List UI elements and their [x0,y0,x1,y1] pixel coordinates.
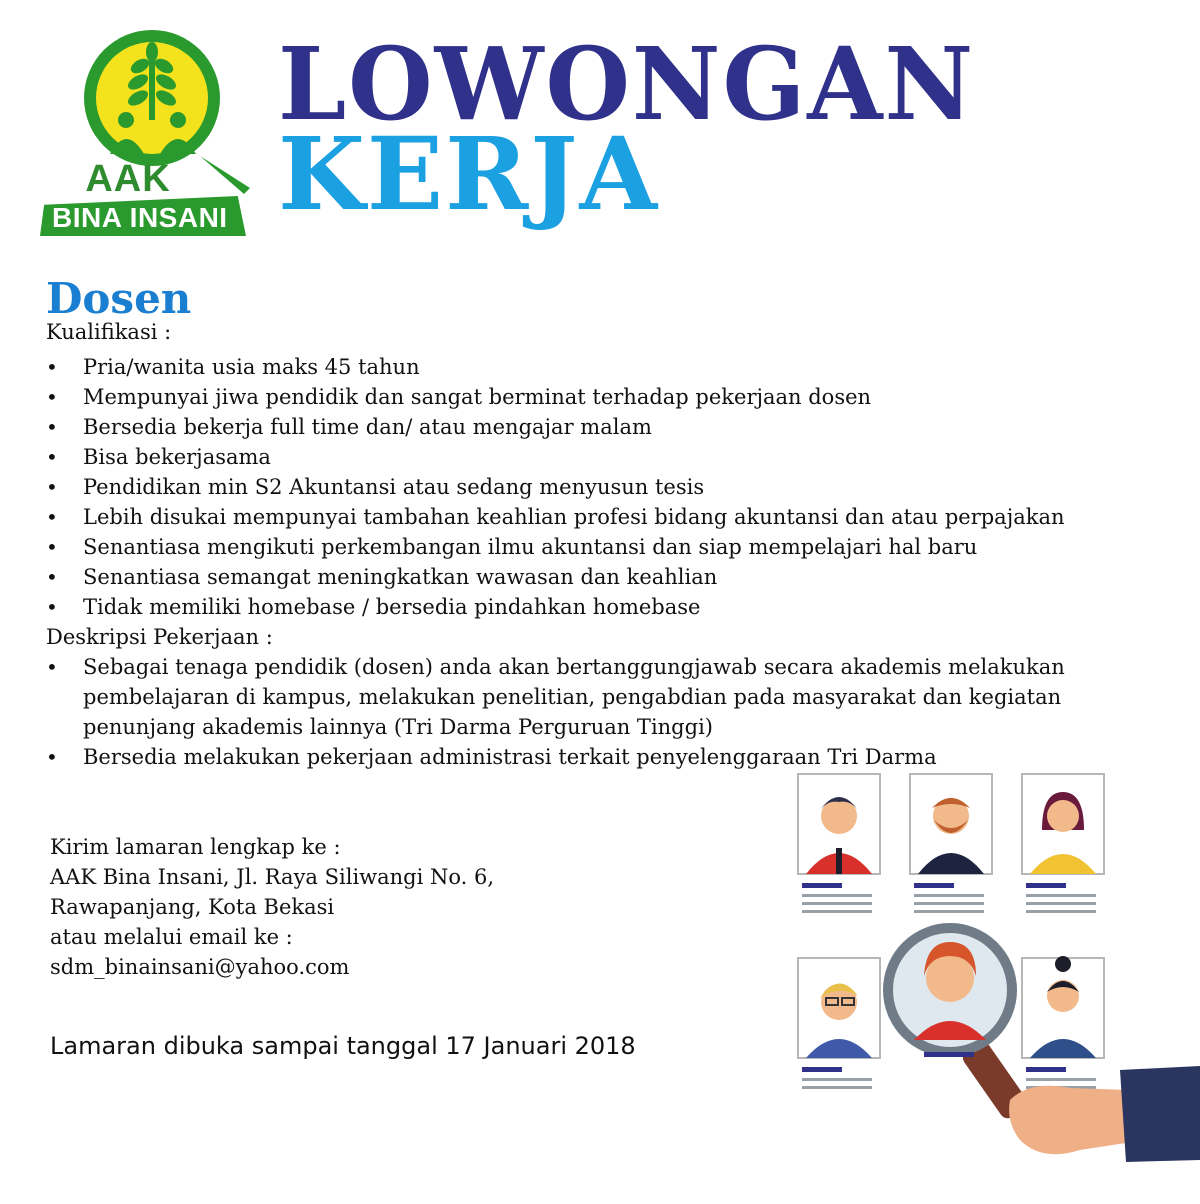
qualification-item: • Lebih disukai mempunyai tambahan keahlian profesi bidang akuntansi dan atau perpajakan [46,502,1166,532]
title-lowongan: LOWONGAN [278,25,976,143]
aak-bina-insani-logo [40,28,260,243]
qualification-item: • Senantiasa mengikuti perkembangan ilmu akuntansi dan siap mempelajari hal baru [46,532,1166,562]
contact-block [50,832,494,982]
deadline-text: Lamaran dibuka sampai tanggal 17 Januari 2018 [50,1032,636,1060]
job-description-list [46,652,1146,772]
contact-email: sdm_binainsani@yahoo.com [50,955,350,979]
job-description-item: • Bersedia melakukan pekerjaan administrasi terkait penyelenggaraan Tri Darma [46,742,1146,772]
candidate-card-icon [1022,774,1104,913]
candidate-card-icon [798,958,880,1089]
qualification-item: • Mempunyai jiwa pendidik dan sangat berminat terhadap pekerjaan dosen [46,382,1166,412]
job-description-label: Deskripsi Pekerjaan : [46,625,273,649]
position-title: Dosen [46,274,192,323]
candidate-search-illustration [780,770,1200,1200]
contact-line: atau melalui email ke : [50,925,293,949]
candidate-card-icon [1022,956,1104,1089]
candidate-card-icon [798,774,880,913]
qualifications-list [46,352,1166,622]
qualifications-label: Kualifikasi : [46,320,172,344]
qualification-item: • Tidak memiliki homebase / bersedia pindahkan homebase [46,592,1166,622]
qualification-item: • Pria/wanita usia maks 45 tahun [46,352,1166,382]
title-kerja: KERJA [278,115,660,233]
logo-bina-insani-text: BINA INSANI [52,202,228,233]
qualification-item: • Senantiasa semangat meningkatkan wawasan dan keahlian [46,562,1166,592]
qualification-item: • Pendidikan min S2 Akuntansi atau sedang menyusun tesis [46,472,1166,502]
job-description-item: • Sebagai tenaga pendidik (dosen) anda akan bertanggungjawab secara akademis melakukan pembelajaran di kampus, melakukan penelitian, pengabdian pada masyarakat dan kegiatan penunjang akademis lainnya (Tri Darma Perguruan Tinggi) [46,652,1146,742]
contact-address: AAK Bina Insani, Jl. Raya Siliwangi No. 6, [50,865,495,889]
magnifying-glass-icon [888,928,1030,1121]
qualification-item: • Bisa bekerjasama [46,442,1166,472]
qualification-item: • Bersedia bekerja full time dan/ atau mengajar malam [46,412,1166,442]
contact-line: Kirim lamaran lengkap ke : [50,835,341,859]
candidate-card-icon [910,774,992,913]
logo-aak-text: AAK [85,158,171,200]
contact-address: Rawapanjang, Kota Bekasi [50,895,335,919]
